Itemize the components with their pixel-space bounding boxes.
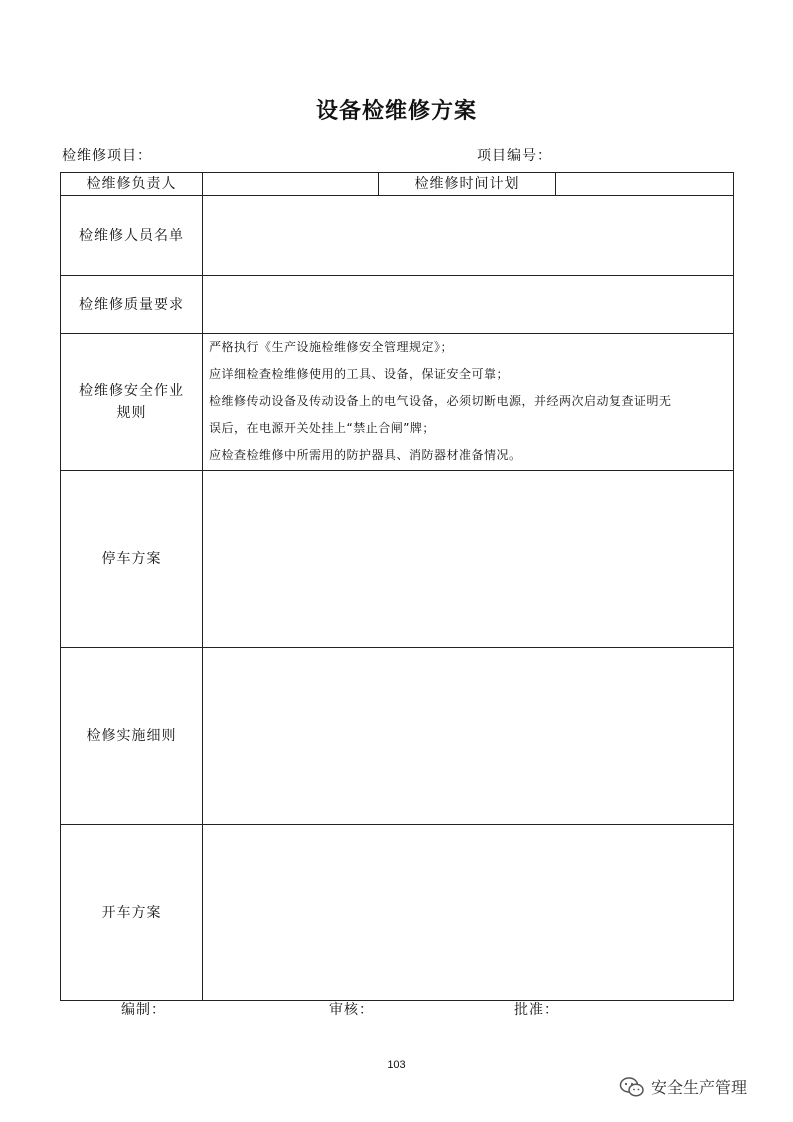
start-row — [61, 825, 734, 1001]
safety-rules — [203, 334, 734, 471]
reviewed-by-label: 审核： — [329, 1002, 374, 1018]
implementation-label: 检修实施细则 — [61, 648, 203, 825]
personnel-label: 检维修人员名单 — [61, 196, 203, 276]
responsible-value[interactable] — [203, 173, 379, 196]
stop-label: 停车方案 — [61, 471, 203, 648]
responsible-label: 检维修负责人 — [61, 173, 203, 196]
safety-rule-line: 检维修传动设备及传动设备上的电气设备，必须切断电源，并经两次启动复查证明无 — [209, 394, 672, 408]
safety-label-line2: 规则 — [116, 405, 147, 421]
quality-value[interactable] — [203, 276, 734, 334]
start-label: 开车方案 — [61, 825, 203, 1001]
quality-row — [61, 276, 734, 334]
watermark — [619, 1075, 747, 1098]
stop-row — [61, 471, 734, 648]
safety-rule-line: 应检查检维修中所需用的防护器具、消防器材准备情况。 — [209, 448, 522, 462]
safety-label — [61, 334, 203, 471]
compiled-by-label: 编制： — [121, 1002, 166, 1018]
quality-label: 检维修质量要求 — [61, 276, 203, 334]
approved-by-label: 批准： — [514, 1002, 559, 1018]
header-row — [61, 173, 734, 196]
stop-value[interactable] — [203, 471, 734, 648]
watermark-text: 安全生产管理 — [651, 1078, 748, 1097]
wechat-icon — [619, 1076, 645, 1098]
personnel-value[interactable] — [203, 196, 734, 276]
implementation-value[interactable] — [203, 648, 734, 825]
maintenance-form-table — [60, 172, 734, 1001]
project-number-label: 项目编号： — [477, 148, 552, 164]
implementation-row — [61, 648, 734, 825]
start-value[interactable] — [203, 825, 734, 1001]
safety-label-line1: 检维修安全作业 — [79, 383, 184, 399]
safety-row — [61, 334, 734, 471]
page-number: 103 — [387, 1059, 406, 1071]
personnel-row — [61, 196, 734, 276]
safety-rule-line: 误后，在电源开关处挂上“禁止合闸”牌； — [209, 421, 435, 435]
project-label: 检维修项目： — [62, 148, 152, 164]
schedule-value[interactable] — [556, 173, 734, 196]
safety-rule-line: 应详细检查检维修使用的工具、设备，保证安全可靠； — [209, 367, 510, 381]
schedule-label: 检维修时间计划 — [379, 173, 556, 196]
safety-rule-line: 严格执行《生产设施检维修安全管理规定》； — [209, 340, 454, 354]
document-title: 设备检维修方案 — [315, 99, 477, 124]
